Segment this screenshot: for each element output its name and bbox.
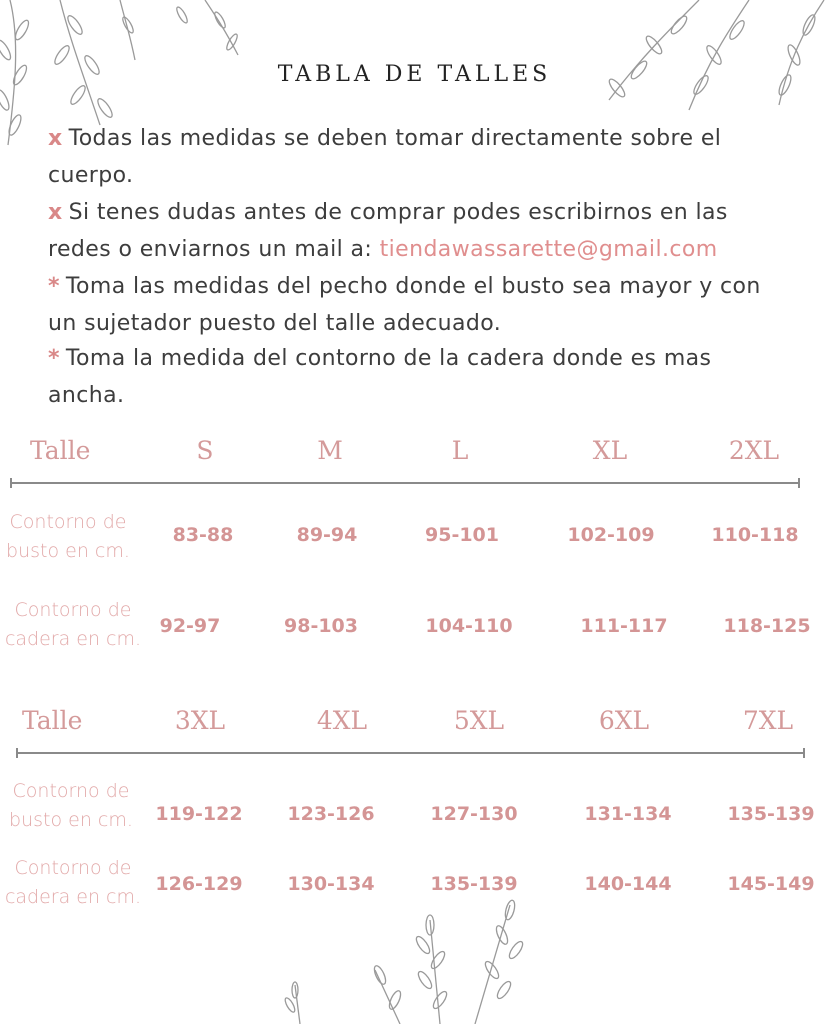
bullet-asterisk-icon: * [48, 346, 60, 371]
measure-value: 111-117 [580, 615, 668, 637]
row-label-line: cadera en cm. [4, 886, 142, 908]
row-label [0, 508, 136, 566]
row-label-line: cadera en cm. [4, 628, 142, 650]
note-item [48, 194, 788, 268]
divider [10, 482, 800, 484]
measure-value: 102-109 [567, 524, 655, 546]
page-title: TABLA DE TALLES [277, 62, 552, 87]
leaf-branch-icon [599, 0, 829, 120]
note-item [48, 268, 788, 342]
measure-value: 135-139 [430, 873, 518, 895]
note-item [48, 340, 788, 414]
row-label-line: Contorno de [14, 599, 132, 621]
measure-value: 145-149 [727, 873, 815, 895]
size-header: 4XL [316, 706, 368, 735]
row-label-line: Contorno de [14, 857, 132, 879]
size-header: 2XL [728, 436, 780, 465]
measure-value: 135-139 [727, 803, 815, 825]
measure-value: 92-97 [159, 615, 221, 637]
size-header: 6XL [598, 706, 650, 735]
measure-value: 98-103 [284, 615, 358, 637]
bullet-asterisk-icon: * [48, 274, 60, 299]
measure-value: 118-125 [723, 615, 811, 637]
measure-value: 119-122 [155, 803, 243, 825]
measure-value: 126-129 [155, 873, 243, 895]
size-header: L [451, 436, 469, 465]
bullet-x-icon: x [48, 200, 63, 225]
lavender-sprig-icon [280, 890, 560, 1024]
row-label [0, 777, 142, 835]
measure-value: 104-110 [425, 615, 513, 637]
row-label-line: Contorno de [9, 511, 127, 533]
row-label-line: busto en cm. [6, 540, 130, 562]
size-header: XL [592, 436, 628, 465]
table-header-label: Talle [30, 436, 91, 465]
table-header-label: Talle [22, 706, 83, 735]
measure-value: 130-134 [287, 873, 375, 895]
note-text: Todas las medidas se deben tomar directamente sobre el cuerpo. [48, 126, 722, 188]
row-label-line: busto en cm. [9, 809, 133, 831]
size-header: M [317, 436, 343, 465]
size-header: 3XL [174, 706, 226, 735]
note-text: Toma la medida del contorno de la cadera donde es mas ancha. [48, 346, 712, 408]
measure-value: 89-94 [296, 524, 358, 546]
measure-value: 123-126 [287, 803, 375, 825]
size-header: 5XL [453, 706, 505, 735]
measure-value: 140-144 [584, 873, 672, 895]
divider [16, 752, 805, 754]
row-label [0, 854, 146, 912]
note-text: Si tenes dudas antes de comprar podes escribirnos en las redes o enviarnos un mail a: [48, 200, 728, 262]
size-header: S [196, 436, 214, 465]
email-link[interactable]: tiendawassarette@gmail.com [379, 237, 718, 262]
measure-value: 110-118 [711, 524, 799, 546]
bullet-x-icon: x [48, 126, 63, 151]
measure-value: 95-101 [425, 524, 499, 546]
measure-value: 83-88 [172, 524, 234, 546]
row-label-line: Contorno de [12, 780, 130, 802]
measure-value: 127-130 [430, 803, 518, 825]
size-header: 7XL [742, 706, 794, 735]
row-label [0, 596, 146, 654]
note-item [48, 120, 788, 194]
note-text: Toma las medidas del pecho donde el busto sea mayor y con un sujetador puesto del talle adecuado. [48, 274, 761, 336]
measure-value: 131-134 [584, 803, 672, 825]
